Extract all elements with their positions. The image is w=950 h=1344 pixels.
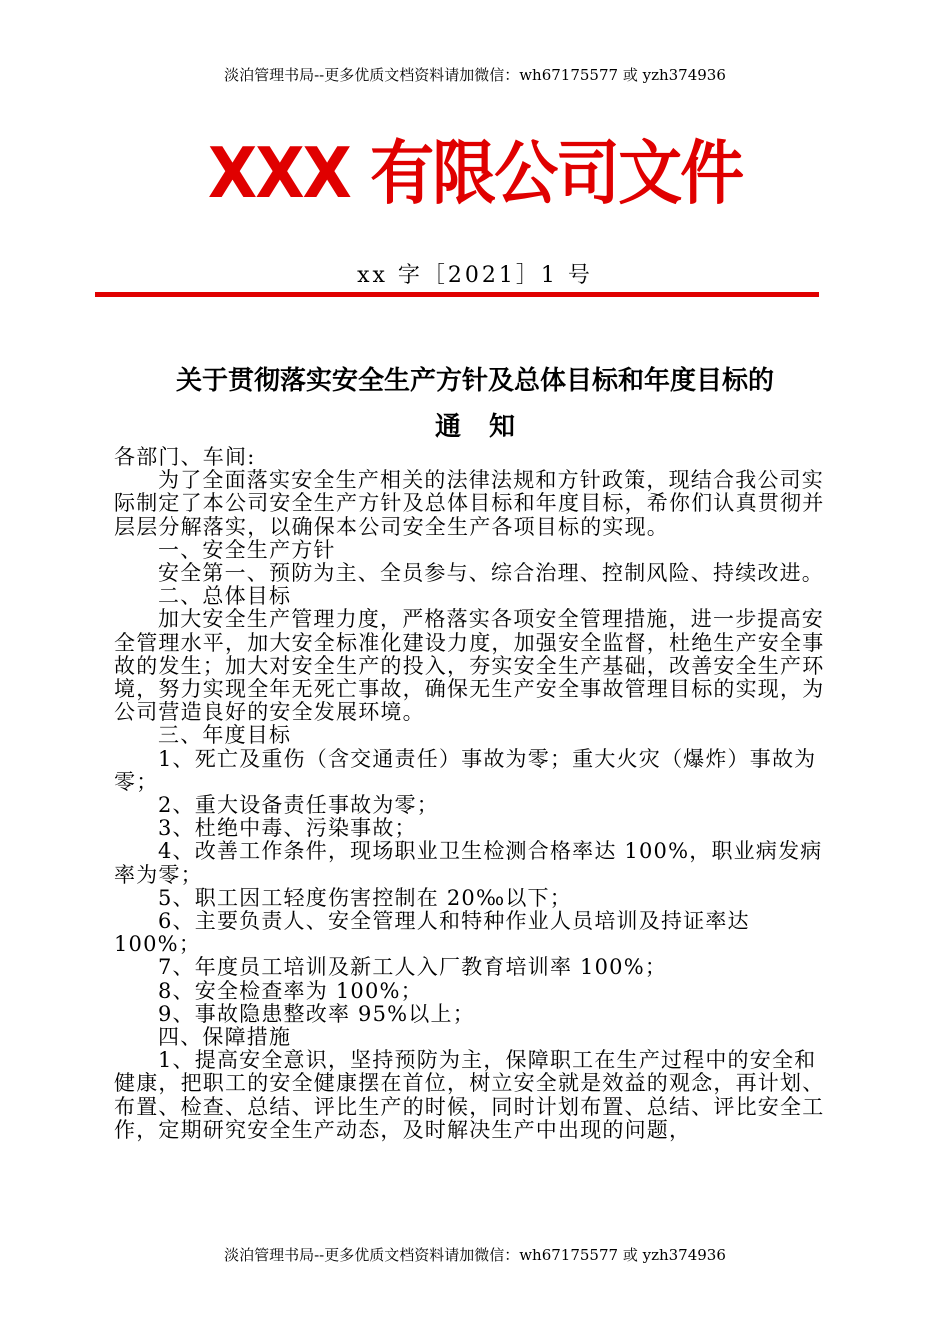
document-body — [114, 446, 834, 1142]
section-heading: 一、安全生产方针 — [158, 537, 336, 562]
intro-paragraph: 为了全面落实安全生产相关的法律法规和方针政策，现结合我公司实际制定了本公司安全生产方针及总体目标和年度目标，希你们认真贯彻并层层分解落实，以确保本公司安全生产各项目标的实现。 — [114, 468, 825, 539]
measures-paragraph: 1、提高安全意识，坚持预防为主，保障职工在生产过程中的安全和健康，把职工的安全健康摆在首位，树立安全就是效益的观念，再计划、布置、检查、总结、评比生产的时候，同时计划布置、总结、评比安全工作，定期研究安全生产动态，及时解决生产中出现的问题， — [114, 1048, 825, 1142]
section-heading: 四、保障措施 — [158, 1025, 292, 1050]
list-item: 8、安全检查率为 100%； — [158, 978, 423, 1003]
policy-paragraph: 安全第一、预防为主、全员参与、综合治理、控制风险、持续改进。 — [158, 561, 824, 586]
salutation: 各部门、车间: — [114, 445, 256, 469]
list-item: 6、主要负责人、安全管理人和特种作业人员培训及持证率达 100%； — [114, 909, 750, 957]
red-divider — [95, 292, 819, 297]
list-item: 5、职工因工轻度伤害控制在 20‰以下； — [158, 885, 572, 910]
list-item: 9、事故隐患整改率 95%以上； — [158, 1001, 475, 1026]
list-item: 3、杜绝中毒、污染事故； — [158, 816, 417, 841]
notice-subtitle: 通知 — [434, 412, 543, 442]
org-title: XXX 有限公司文件 — [207, 134, 743, 215]
list-item: 7、年度员工培训及新工人入厂教育培训率 100%； — [158, 955, 668, 980]
page-footer: 淡泊管理书局--更多优质文档资料请加微信：wh67175577 或 yzh374936 — [224, 1246, 726, 1264]
section-heading: 二、总体目标 — [158, 584, 292, 609]
page-header: 淡泊管理书局--更多优质文档资料请加微信：wh67175577 或 yzh374936 — [224, 66, 726, 84]
notice-title: 关于贯彻落实安全生产方针及总体目标和年度目标的 — [175, 366, 774, 396]
list-item: 4、改善工作条件，现场职业卫生检测合格率达 100%，职业病发病率为零； — [114, 839, 823, 887]
section-heading: 三、年度目标 — [158, 723, 292, 748]
list-item: 2、重大设备责任事故为零； — [158, 793, 439, 818]
document-number: xx 字［2021］1 号 — [357, 263, 593, 288]
list-item: 1、死亡及重伤（含交通责任）事故为零；重大火灾（爆炸）事故为零； — [114, 746, 817, 794]
overall-goal-paragraph: 加大安全生产管理力度，严格落实各项安全管理措施，进一步提高安全管理水平，加大安全标准化建设力度，加强安全监督，杜绝生产安全事故的发生；加大对安全生产的投入，夯实安全生产基础，改善安全生产环境，努力实现全年无死亡事故，确保无生产安全事故管理目标的实现，为公司营造良好的安全发展环境。 — [114, 607, 825, 725]
